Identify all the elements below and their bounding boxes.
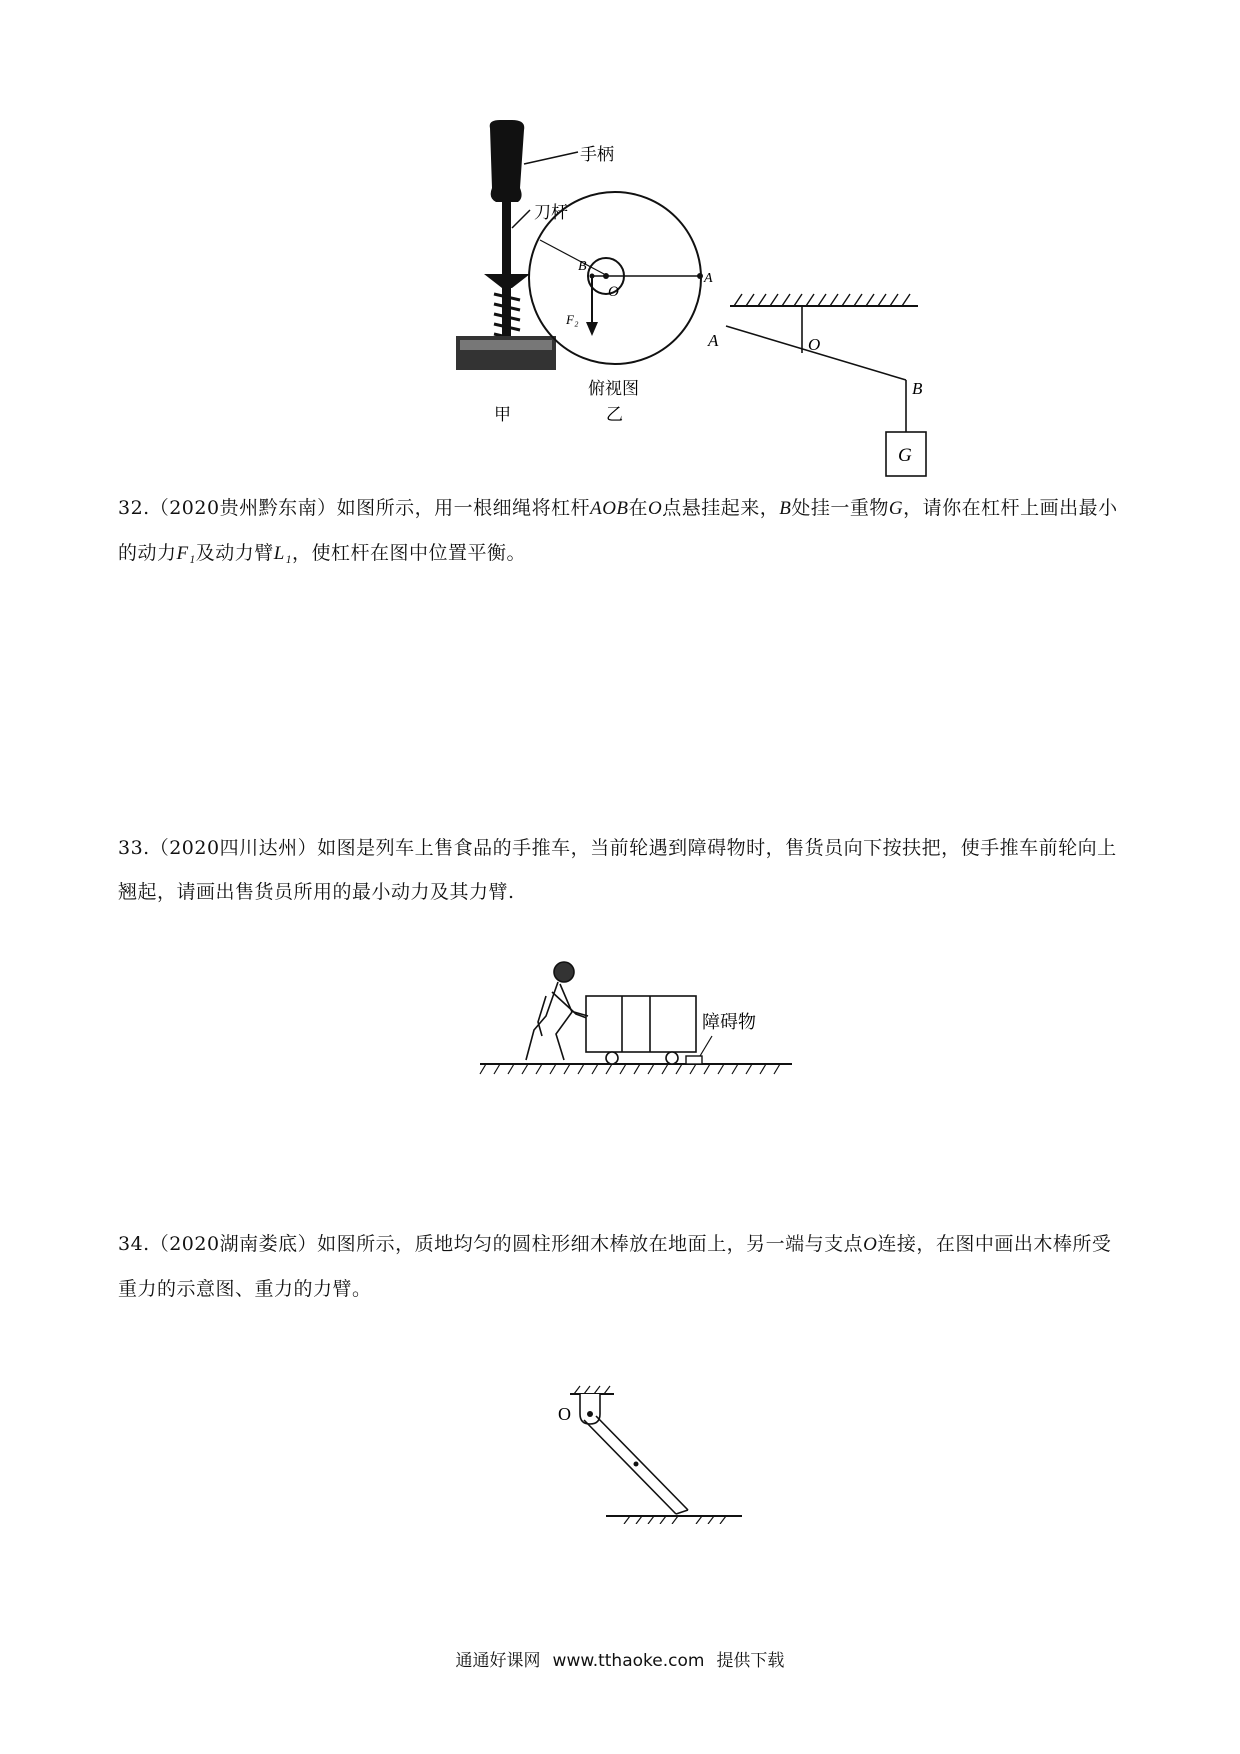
point-A: A [704, 271, 713, 286]
figure-cart [476, 952, 796, 1082]
label-handle: 手柄 [580, 145, 614, 164]
q33-text: 如图是列车上售食品的手推车，当前轮遇到障碍物时，售货员向下按扶把，使手推车前轮向上翘起，请画出售货员所用的最小动力及其力臂. [118, 837, 1117, 903]
figure-screwdriver-lever [440, 118, 1020, 490]
footer-site: 通通好课网 [455, 1651, 541, 1671]
lever-B: B [912, 379, 923, 398]
question-34: 34.（2020湖南娄底）如图所示，质地均匀的圆柱形细木棒放在地面上，另一端与支点O连接，在图中画出木棒所受重力的示意图、重力的力臂。 [118, 1233, 1112, 1300]
lever-O: O [808, 335, 821, 354]
q33-number: 33. [118, 837, 150, 859]
q32-number: 32. [118, 497, 150, 519]
screwdriver-handle [490, 120, 525, 202]
page-footer [0, 1646, 1240, 1671]
ceiling-hatch [734, 294, 910, 306]
label-top-view: 俯视图 [588, 379, 639, 398]
label-pivot-O: O [558, 1404, 571, 1424]
q32-source: （2020贵州黔东南） [149, 497, 337, 519]
point-O: O [608, 284, 619, 300]
label-jia: 甲 [494, 405, 511, 424]
label-shaft: 刀杆 [534, 203, 568, 222]
q33-source: （2020四川达州） [149, 837, 318, 859]
salesperson [526, 962, 592, 1060]
lever-A: A [708, 331, 719, 350]
point-B: B [578, 259, 587, 274]
obstacle [686, 1056, 702, 1064]
screwdriver-neck [484, 274, 530, 288]
question-32: 32.（2020贵州黔东南）如图所示，用一根细绳将杠杆AOB在O点悬挂起来，B处挂一重物G，请你在杠杆上画出最小的动力F₁及动力臂L₁，使杠杆在图中位置平衡。 [118, 497, 1118, 564]
pivot-bracket [580, 1394, 600, 1424]
ground-hatch [480, 1064, 780, 1074]
cart [574, 996, 696, 1064]
footer-url[interactable]: www.tthaoke.com [552, 1651, 705, 1671]
label-yi: 乙 [606, 405, 623, 424]
force-F2: F₂ [566, 312, 579, 327]
weight-G: G [898, 445, 912, 466]
q34-source: （2020湖南娄底） [149, 1233, 318, 1255]
figure-rod [550, 1384, 750, 1524]
wheel-circle [529, 192, 701, 364]
q34-number: 34. [118, 1233, 150, 1255]
question-33 [118, 826, 1128, 914]
footer-suffix: 提供下载 [716, 1651, 785, 1671]
label-obstacle: 障碍物 [702, 1012, 756, 1032]
